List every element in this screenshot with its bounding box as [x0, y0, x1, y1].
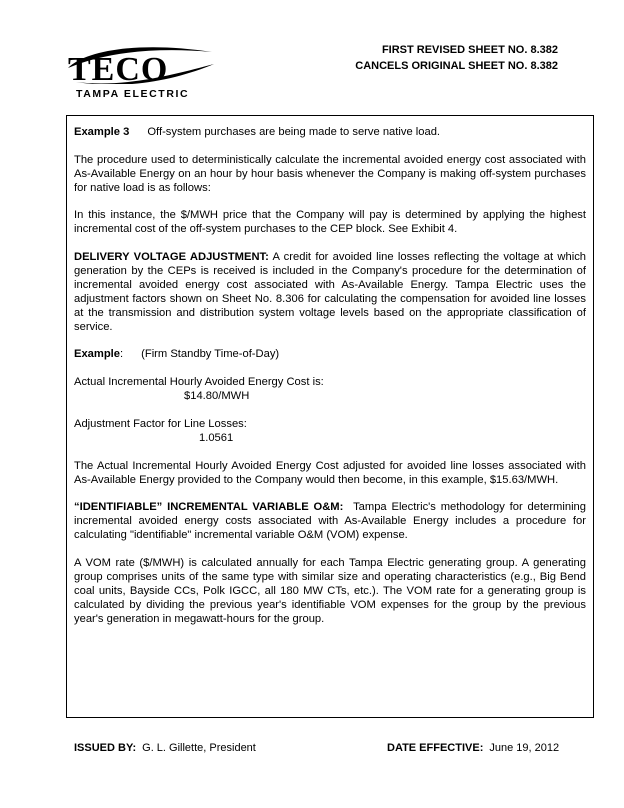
example3-label: Example 3	[74, 126, 130, 138]
company-logo	[66, 44, 216, 104]
example-paragraph	[74, 348, 586, 362]
example3-paragraph	[74, 126, 586, 140]
logo-subtext: TAMPA ELECTRIC	[76, 88, 190, 100]
date-effective	[387, 741, 559, 755]
delivery-voltage-text: A credit for avoided line losses reflecting the voltage at which generation by the CEPs is received is included in the Company's procedure for the determination of incremental avoided energy cost associated with As-Available Energy. Tampa Electric uses the adjustment factors shown on Sheet No. 8.306 for calculating the compensation for avoided line losses at the transmission and distribution system voltage levels based on the appropriate classification of service.	[74, 251, 587, 333]
factor-label: Adjustment Factor for Line Losses:	[74, 417, 247, 430]
sheet-number-line1: FIRST REVISED SHEET NO. 8.382	[381, 44, 558, 56]
delivery-voltage-heading: DELIVERY VOLTAGE ADJUSTMENT:	[74, 251, 269, 264]
adjusted-cost-paragraph: The Actual Incremental Hourly Avoided Energy Cost adjusted for avoided line losses associated with As-Available Energy provided to the Company would then become, in this example, $15.63/MWH.	[74, 459, 586, 486]
identifiable-om-text: Tampa Electric's methodology for determining incremental avoided energy costs associated with As-Available Energy includes a procedure for calculating "identifiable" incremental variable O&M (VOM) expense.	[74, 501, 587, 542]
date-effective-value: June 19, 2012	[489, 742, 560, 754]
identifiable-om-heading: “IDENTIFIABLE” INCREMENTAL VARIABLE O&M:	[74, 501, 344, 514]
price-paragraph: In this instance, the $/MWH price that the Company will pay is determined by applying the highest incremental cost of the off-system purchases to the CEP block. See Exhibit 4.	[74, 209, 586, 236]
example-text: (Firm Standby Time-of-Day)	[141, 348, 280, 361]
example-colon: :	[120, 348, 124, 361]
issued-by-value: G. L. Gillette, President	[142, 742, 256, 754]
date-effective-label: DATE EFFECTIVE:	[387, 742, 484, 754]
logo-wordmark: TECO	[68, 51, 169, 84]
issued-by-label: ISSUED BY:	[74, 742, 137, 754]
sheet-number-line2: CANCELS ORIGINAL SHEET NO. 8.382	[355, 60, 558, 72]
cost-value: $14.80/MWH	[184, 390, 250, 403]
delivery-voltage-paragraph	[74, 251, 586, 334]
example-label: Example	[74, 348, 121, 361]
tariff-body	[74, 126, 586, 640]
teco-logo-mark	[66, 44, 216, 84]
issued-by	[74, 741, 256, 755]
identifiable-om-paragraph	[74, 501, 586, 543]
cost-label: Actual Incremental Hourly Avoided Energy Cost is:	[74, 376, 324, 389]
factor-value: 1.0561	[199, 431, 234, 444]
procedure-paragraph: The procedure used to deterministically calculate the incremental avoided energy cost associated with As-Available Energy on an hour by hour basis whenever the Company is making off-system purchases for native load is as follows:	[74, 153, 586, 194]
sheet-number-block	[355, 42, 558, 74]
example3-text: Off-system purchases are being made to serve native load.	[147, 126, 441, 138]
vom-rate-paragraph: A VOM rate ($/MWH) is calculated annually for each Tampa Electric generating group. A generating group comprises units of the same type with similar size and operating characteristics (e.g., Big Bend coal units, Bayside CCs, Polk IGCC, all 180 MW CTs, etc.). The VOM rate for a generating group is calculated by dividing the previous year's identifiable VOM expenses for the group by the previous year's generation in megawatt-hours for the group.	[74, 556, 586, 625]
